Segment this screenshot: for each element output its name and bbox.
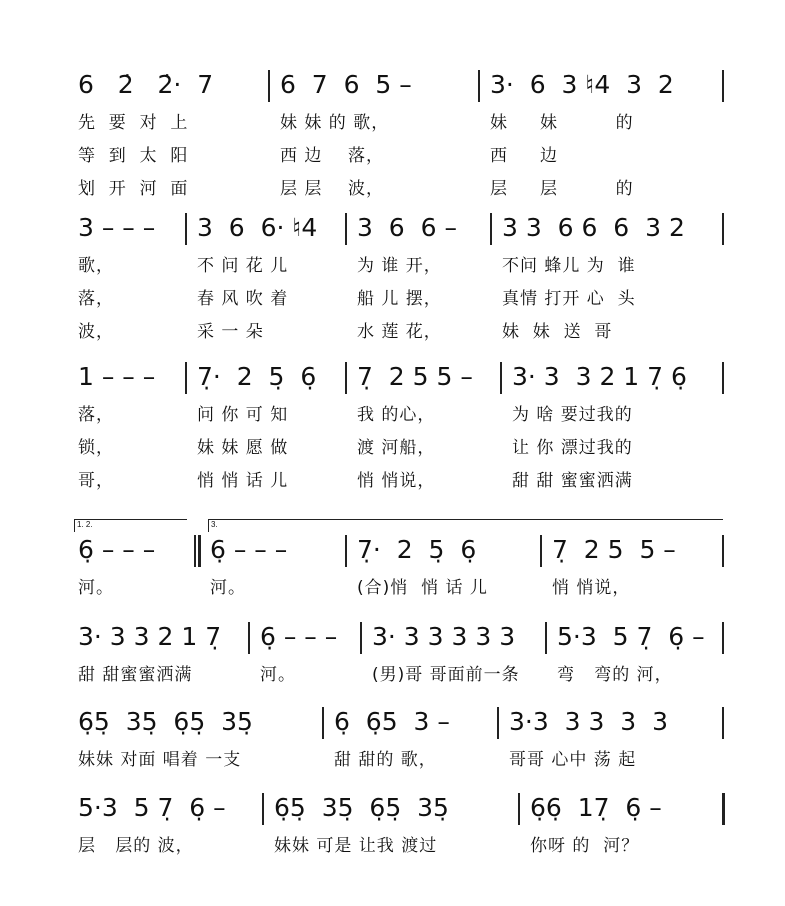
lyric-verse-1: 不 问 花 儿: [197, 256, 289, 276]
lyric-verse-1: 悄 悄说，: [552, 578, 631, 598]
lyric-verse-1: 不问 蜂儿 为 谁: [502, 256, 636, 276]
measure-notes: 6̣6̣ 17̣ 6̣ –: [530, 793, 662, 822]
barline: [345, 535, 347, 567]
measure-notes: 6̣ – – –: [260, 622, 338, 651]
lyric-verse-1: 河。: [260, 665, 296, 685]
barline: [185, 213, 187, 245]
lyric-verse-1: 你呀 的 河？: [530, 836, 640, 856]
barline: [322, 707, 324, 739]
measure-notes: 3 6 6 –: [357, 213, 457, 242]
lyric-verse-3: 层 层 波，: [280, 179, 385, 199]
barline: [345, 213, 347, 245]
barline: [722, 707, 724, 739]
barline: [248, 622, 250, 654]
barline: [722, 213, 724, 245]
lyric-verse-1: 妹妹 对面 唱着 一支: [78, 750, 242, 770]
lyric-verse-2: 落，: [78, 289, 114, 309]
measure-notes: 7̣· 2 5̣ 6̣: [197, 362, 317, 391]
lyric-verse-2: 西 边 落，: [280, 146, 385, 166]
lyric-verse-1: 问 你 可 知: [197, 405, 289, 425]
barline: [194, 535, 196, 567]
measure-notes: 6̣ – – –: [210, 535, 288, 564]
barline: [518, 793, 520, 825]
lyric-verse-1: 为 啥 要过我的: [512, 405, 633, 425]
lyric-verse-2: 春 风 吹 着: [197, 289, 289, 309]
measure-notes: 6 7 6 5 –: [280, 70, 412, 99]
lyric-verse-1: 妹 妹 的: [490, 113, 634, 133]
lyric-verse-3: 波，: [78, 322, 114, 342]
lyric-verse-2: 让 你 漂过我的: [512, 438, 633, 458]
lyric-verse-1: 弯 弯的 河，: [557, 665, 673, 685]
lyric-verse-1: 先 要 对 上: [78, 113, 189, 133]
measure-notes: 5·3 5 7̣ 6̣ –: [557, 622, 705, 651]
lyric-verse-2: 船 儿 摆，: [357, 289, 442, 309]
lyric-verse-1: 歌，: [78, 256, 114, 276]
barline: [497, 707, 499, 739]
lyric-verse-1: 河。: [210, 578, 246, 598]
measure-notes: 6 2̇ 2̇· 7: [78, 70, 214, 99]
barline: [545, 622, 547, 654]
lyric-verse-3: 悄 悄说，: [357, 471, 436, 491]
measure-notes: 7̣· 2 5̣ 6̣: [357, 535, 477, 564]
lyric-verse-3: 悄 悄 话 儿: [197, 471, 289, 491]
barline: [490, 213, 492, 245]
measure-notes: 3· 3 3 2 1 7̣ 6̣: [512, 362, 687, 391]
lyric-verse-2: 真情 打开 心 头: [502, 289, 636, 309]
measure-notes: 7̣ 2 5 5 –: [357, 362, 473, 391]
barline: [722, 622, 724, 654]
barline: [268, 70, 270, 102]
lyric-verse-2: 锁，: [78, 438, 114, 458]
lyric-verse-3: 采 一 朵: [197, 322, 264, 342]
lyric-verse-1: (合)悄 悄 话 儿: [357, 578, 488, 598]
lyric-verse-1: 甜 甜蜜蜜洒满: [78, 665, 193, 685]
barline: [540, 535, 542, 567]
measure-notes: 3 – – –: [78, 213, 156, 242]
lyric-verse-1: 妹妹 可是 让我 渡过: [274, 836, 438, 856]
lyric-verse-2: 西 边: [490, 146, 559, 166]
barline: [722, 362, 724, 394]
barline: [722, 70, 724, 102]
barline: [722, 535, 724, 567]
lyric-verse-1: 我 的心，: [357, 405, 436, 425]
measure-notes: 5·3 5 7̣ 6̣ –: [78, 793, 226, 822]
barline: [262, 793, 264, 825]
lyric-verse-3: 妹 妹 送 哥: [502, 322, 613, 342]
barline: [345, 362, 347, 394]
volta-bracket-second: 3.: [208, 519, 723, 532]
lyric-verse-1: 落，: [78, 405, 114, 425]
lyric-verse-1: 为 谁 开，: [357, 256, 442, 276]
measure-notes: 3·3 3 3 3 3: [509, 707, 669, 736]
lyric-verse-1: 河。: [78, 578, 114, 598]
barline: [478, 70, 480, 102]
measure-notes: 3· 6 3 ♮4 3 2: [490, 70, 674, 99]
lyric-verse-2: 渡 河船，: [357, 438, 436, 458]
measure-notes: 7̣ 2 5 5 –: [552, 535, 676, 564]
measure-notes: 1 – – –: [78, 362, 156, 391]
lyric-verse-1: 层 层的 波，: [78, 836, 194, 856]
measure-notes: 6̣5̣ 35̣ 6̣5̣ 35̣: [78, 707, 253, 736]
final-barline: [722, 793, 725, 825]
lyric-verse-1: 哥哥 心中 荡 起: [509, 750, 637, 770]
lyric-verse-1: (男)哥 哥面前一条: [372, 665, 520, 685]
lyric-verse-3: 层 层 的: [490, 179, 634, 199]
lyric-verse-3: 甜 甜 蜜蜜洒满: [512, 471, 633, 491]
measure-notes: 6̣ 6̣5 3 –: [334, 707, 450, 736]
measure-notes: 3· 3 3 2 1 7̣: [78, 622, 222, 651]
barline: [500, 362, 502, 394]
measure-notes: 3 6 6· ♮4: [197, 213, 318, 242]
lyric-verse-1: 妹 妹 的 歌，: [280, 113, 390, 133]
measure-notes: 3 3 6 6 6 3 2: [502, 213, 685, 242]
lyric-verse-3: 哥，: [78, 471, 114, 491]
lyric-verse-2: 等 到 太 阳: [78, 146, 189, 166]
barline: [360, 622, 362, 654]
lyric-verse-3: 水 莲 花，: [357, 322, 442, 342]
measure-notes: 3· 3 3 3 3 3: [372, 622, 516, 651]
measure-notes: 6̣5̣ 35̣ 6̣5̣ 35̣: [274, 793, 449, 822]
lyric-verse-1: 甜 甜的 歌，: [334, 750, 437, 770]
measure-notes: 6̣ – – –: [78, 535, 156, 564]
repeat-end-barline: [198, 535, 201, 567]
volta-bracket-first: 1. 2.: [74, 519, 187, 532]
barline: [185, 362, 187, 394]
lyric-verse-3: 划 开 河 面: [78, 179, 189, 199]
lyric-verse-2: 妹 妹 愿 做: [197, 438, 289, 458]
